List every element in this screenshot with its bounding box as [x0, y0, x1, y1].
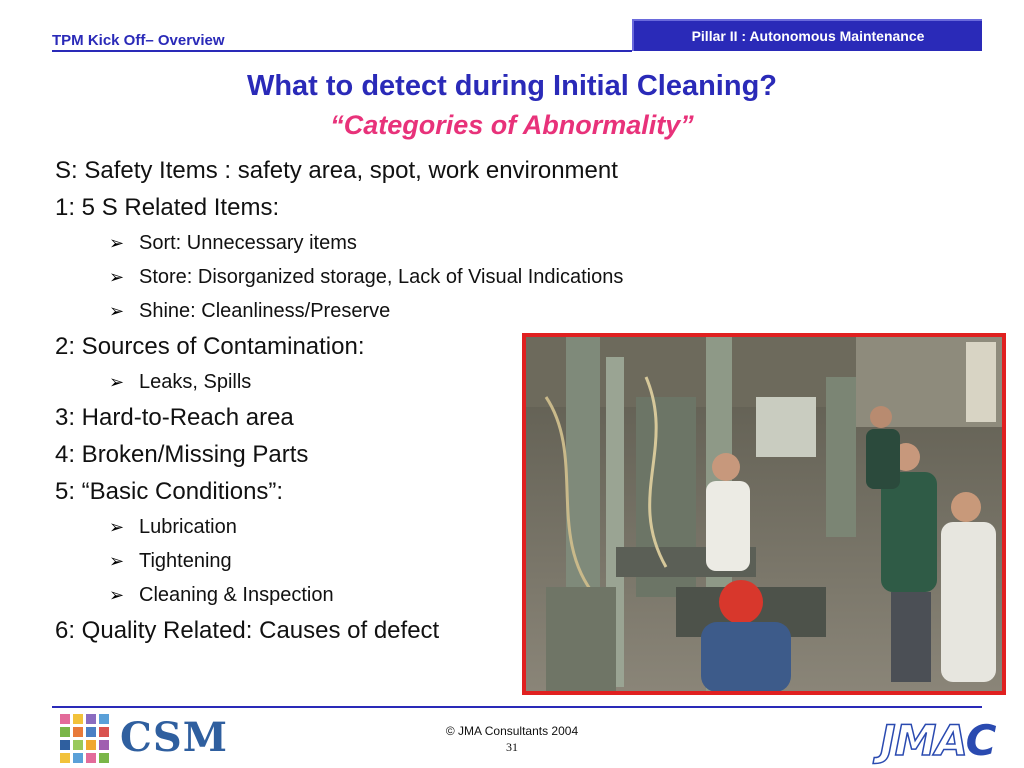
item-text: 1: 5 S Related Items:	[55, 194, 280, 221]
jmac-logo	[880, 716, 996, 765]
sub-item	[55, 365, 525, 399]
sub-item	[55, 226, 525, 260]
category-item	[55, 473, 525, 510]
arrow-bullet-icon: ➢	[109, 267, 125, 287]
item-text: Cleaning & Inspection	[139, 584, 334, 606]
item-text: Sort: Unnecessary items	[139, 232, 357, 254]
sub-item	[55, 294, 525, 328]
arrow-bullet-icon: ➢	[109, 233, 125, 253]
item-text: 5: “Basic Conditions”:	[55, 478, 284, 505]
slide-title: What to detect during Initial Cleaning?	[246, 70, 778, 102]
category-item	[55, 399, 525, 436]
item-text: Lubrication	[139, 516, 237, 538]
abnormality-list	[55, 152, 624, 649]
item-text: Tightening	[139, 550, 232, 572]
item-text: 6: Quality Related: Causes of defect	[55, 617, 440, 644]
category-item	[55, 152, 618, 189]
header-divider	[52, 50, 632, 52]
jmac-logo-outline-text: JMA	[880, 716, 966, 765]
arrow-bullet-icon: ➢	[109, 551, 125, 571]
item-text: 4: Broken/Missing Parts	[55, 441, 309, 468]
pillar-banner	[632, 19, 982, 51]
sub-item	[55, 260, 624, 294]
category-item	[55, 189, 525, 226]
item-text: Store: Disorganized storage, Lack of Visual Indications	[139, 266, 624, 288]
sub-item	[55, 544, 525, 578]
jmac-logo-solid-text: C	[965, 716, 996, 765]
factory-workers-photo	[522, 333, 1006, 695]
csm-logo	[60, 712, 240, 764]
deck-title: TPM Kick Off– Overview	[52, 32, 225, 49]
item-text: Shine: Cleanliness/Preserve	[139, 300, 391, 322]
page-number: 31	[506, 740, 518, 754]
pillar-label: Pillar II : Autonomous Maintenance	[691, 28, 925, 44]
category-item	[55, 328, 525, 365]
slide-subtitle: “Categories of Abnormality”	[330, 110, 694, 140]
photo-illustration	[526, 337, 1002, 691]
item-text: S: Safety Items : safety area, spot, work environment	[55, 157, 618, 184]
arrow-bullet-icon: ➢	[109, 301, 125, 321]
sub-item	[55, 510, 525, 544]
arrow-bullet-icon: ➢	[109, 585, 125, 605]
csm-grid-icon	[60, 714, 110, 764]
copyright-text: © JMA Consultants 2004	[445, 724, 579, 738]
category-item	[55, 612, 525, 649]
category-item	[55, 436, 525, 473]
csm-logo-text: CSM	[120, 714, 228, 761]
arrow-bullet-icon: ➢	[109, 517, 125, 537]
item-text: 2: Sources of Contamination:	[55, 333, 365, 360]
arrow-bullet-icon: ➢	[109, 372, 125, 392]
footer-divider	[52, 706, 982, 708]
item-text: Leaks, Spills	[139, 371, 252, 393]
item-text: 3: Hard-to-Reach area	[55, 404, 294, 431]
sub-item	[55, 578, 525, 612]
